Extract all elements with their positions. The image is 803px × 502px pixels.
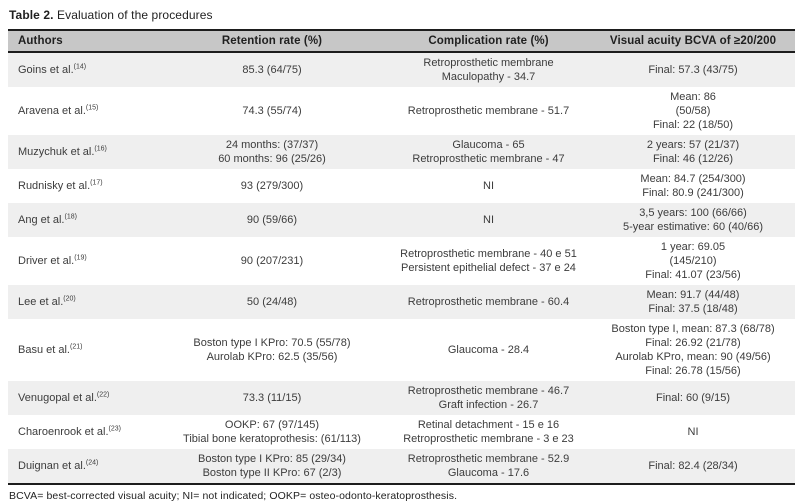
retention-rate-cell: Boston type I KPro: 70.5 (55/78) Aurolab KPro: 62.5 (35/56) (193, 337, 351, 363)
complication-rate-cell: Retroprosthetic membrane - 52.9 Glaucoma - 17.6 (386, 449, 591, 484)
reference-superscript: (17) (90, 179, 103, 187)
table-row (8, 203, 795, 237)
retention-rate-cell: 85.3 (64/75) (242, 64, 302, 76)
header-complication-rate: Complication rate (%) (386, 30, 591, 52)
visual-acuity-cell: Boston type I, mean: 87.3 (68/78) Final: 26.92 (21/78) Aurolab KPro, mean: 90 (49/56) Final: 26.78 (15/56) (611, 323, 775, 377)
complication-rate-cell: Retroprosthetic membrane - 51.7 (407, 105, 570, 117)
reference-superscript: (22) (96, 391, 110, 399)
table-row (8, 52, 795, 87)
header-row (8, 30, 795, 52)
author-cell: Charoenrook et al.$^{(23)}$ (18, 425, 121, 438)
reference-superscript: (24) (85, 459, 99, 467)
author-cell: Basu et al.$^{(21)}$ (18, 343, 83, 356)
complication-rate-cell: Glaucoma - 65 Retroprosthetic membrane - 47 (412, 139, 565, 165)
table-row (8, 381, 795, 415)
author-cell: Muzychuk et al.$^{(16)}$ (18, 145, 107, 158)
visual-acuity-cell: Mean: 91.7 (44/48) Final: 37.5 (18/48) (646, 289, 740, 315)
author-cell: Venugopal et al.$^{(22)}$ (18, 391, 110, 404)
visual-acuity-cell: Mean: 86 (50/58) Final: 22 (18/50) (652, 91, 734, 131)
reference-superscript: (16) (94, 145, 107, 153)
author-cell: Duignan et al.$^{(24)}$ (8, 449, 158, 484)
complication-rate-cell: Glaucoma - 28.4 (447, 344, 530, 356)
visual-acuity-cell: 3,5 years: 100 (66/66) 5-year estimative: 60 (40/66) (622, 207, 763, 233)
visual-acuity-cell: Final: 82.4 (28/34) (591, 449, 795, 484)
header-retention-rate: Retention rate (%) (158, 30, 386, 52)
reference-superscript: (15) (85, 104, 99, 112)
complication-rate-cell: Retroprosthetic membrane - 60.4 (407, 296, 570, 308)
retention-rate-cell: OOKP: 67 (97/145) Tibial bone keratoprothesis: (61/113) (183, 419, 361, 445)
author-cell: Lee et al.$^{(20)}$ (18, 295, 76, 308)
table-title-text: Evaluation of the procedures (53, 8, 213, 22)
table-row (8, 449, 795, 484)
table-header (8, 30, 795, 52)
retention-rate-cell: 73.3 (11/15) (242, 392, 302, 404)
author-cell: Aravena et al.$^{(15)}$ (18, 104, 99, 117)
retention-rate-cell: 50 (24/48) (246, 296, 298, 308)
retention-rate-cell: 74.3 (55/74) (242, 105, 302, 117)
table-row (8, 135, 795, 169)
reference-superscript: (14) (73, 63, 87, 71)
visual-acuity-cell: NI (687, 426, 699, 438)
complication-rate-cell: Retroprosthetic membrane Maculopathy - 34.7 (423, 57, 554, 83)
author-cell: Ang et al.$^{(18)}$ (18, 213, 77, 226)
complication-rate-cell: NI (483, 214, 494, 226)
author-cell: Goins et al.$^{(14)}$ (18, 63, 87, 76)
table-title (9, 8, 795, 22)
visual-acuity-cell: 1 year: 69.05 (145/210) Final: 41.07 (23/56) (645, 241, 741, 281)
complication-rate-cell: NI (483, 180, 494, 192)
header-visual-acuity: Visual acuity BCVA of ≥20/200 (591, 30, 795, 52)
table-row (8, 87, 795, 135)
retention-rate-cell: 24 months: (37/37) 60 months: 96 (25/26) (218, 139, 326, 165)
table-row (8, 285, 795, 319)
complication-rate-cell: Retroprosthetic membrane - 40 e 51 Persistent epithelial defect - 37 e 24 (400, 248, 577, 274)
retention-rate-cell: 90 (207/231) (240, 255, 304, 267)
reference-superscript: (23) (108, 425, 121, 433)
visual-acuity-cell: 2 years: 57 (21/37) Final: 46 (12/26) (646, 139, 740, 165)
evaluation-table (8, 29, 795, 485)
table-row (8, 237, 795, 285)
complication-rate-cell: Retinal detachment - 15 e 16 Retroprosthetic membrane - 3 e 23 (403, 419, 574, 445)
retention-rate-cell: 93 (279/300) (240, 180, 304, 192)
author-cell: Rudnisky et al.$^{(17)}$ (18, 179, 103, 192)
table-number-label: Table 2. (9, 8, 54, 22)
reference-superscript: (21) (69, 343, 83, 351)
reference-superscript: (19) (74, 254, 87, 262)
retention-rate-cell: 90 (59/66) (246, 214, 298, 226)
table-row (8, 169, 795, 203)
visual-acuity-cell: Final: 60 (9/15) (656, 392, 730, 404)
table-body (8, 52, 795, 484)
retention-rate-cell: Boston type I KPro: 85 (29/34) Boston type II KPro: 67 (2/3) (158, 449, 386, 484)
header-authors: Authors (8, 30, 158, 52)
visual-acuity-cell: Mean: 84.7 (254/300) Final: 80.9 (241/300) (640, 173, 746, 199)
table-row (8, 415, 795, 449)
complication-rate-cell: Retroprosthetic membrane - 46.7 Graft infection - 26.7 (407, 385, 570, 411)
table-footnote: BCVA= best-corrected visual acuity; NI= not indicated; OOKP= osteo-odonto-keratoprosthesis. (9, 490, 458, 502)
table-row (8, 319, 795, 381)
author-cell: Driver et al.$^{(19)}$ (18, 254, 87, 267)
reference-superscript: (20) (63, 295, 76, 303)
reference-superscript: (18) (64, 213, 77, 221)
visual-acuity-cell: Final: 57.3 (43/75) (648, 64, 738, 76)
